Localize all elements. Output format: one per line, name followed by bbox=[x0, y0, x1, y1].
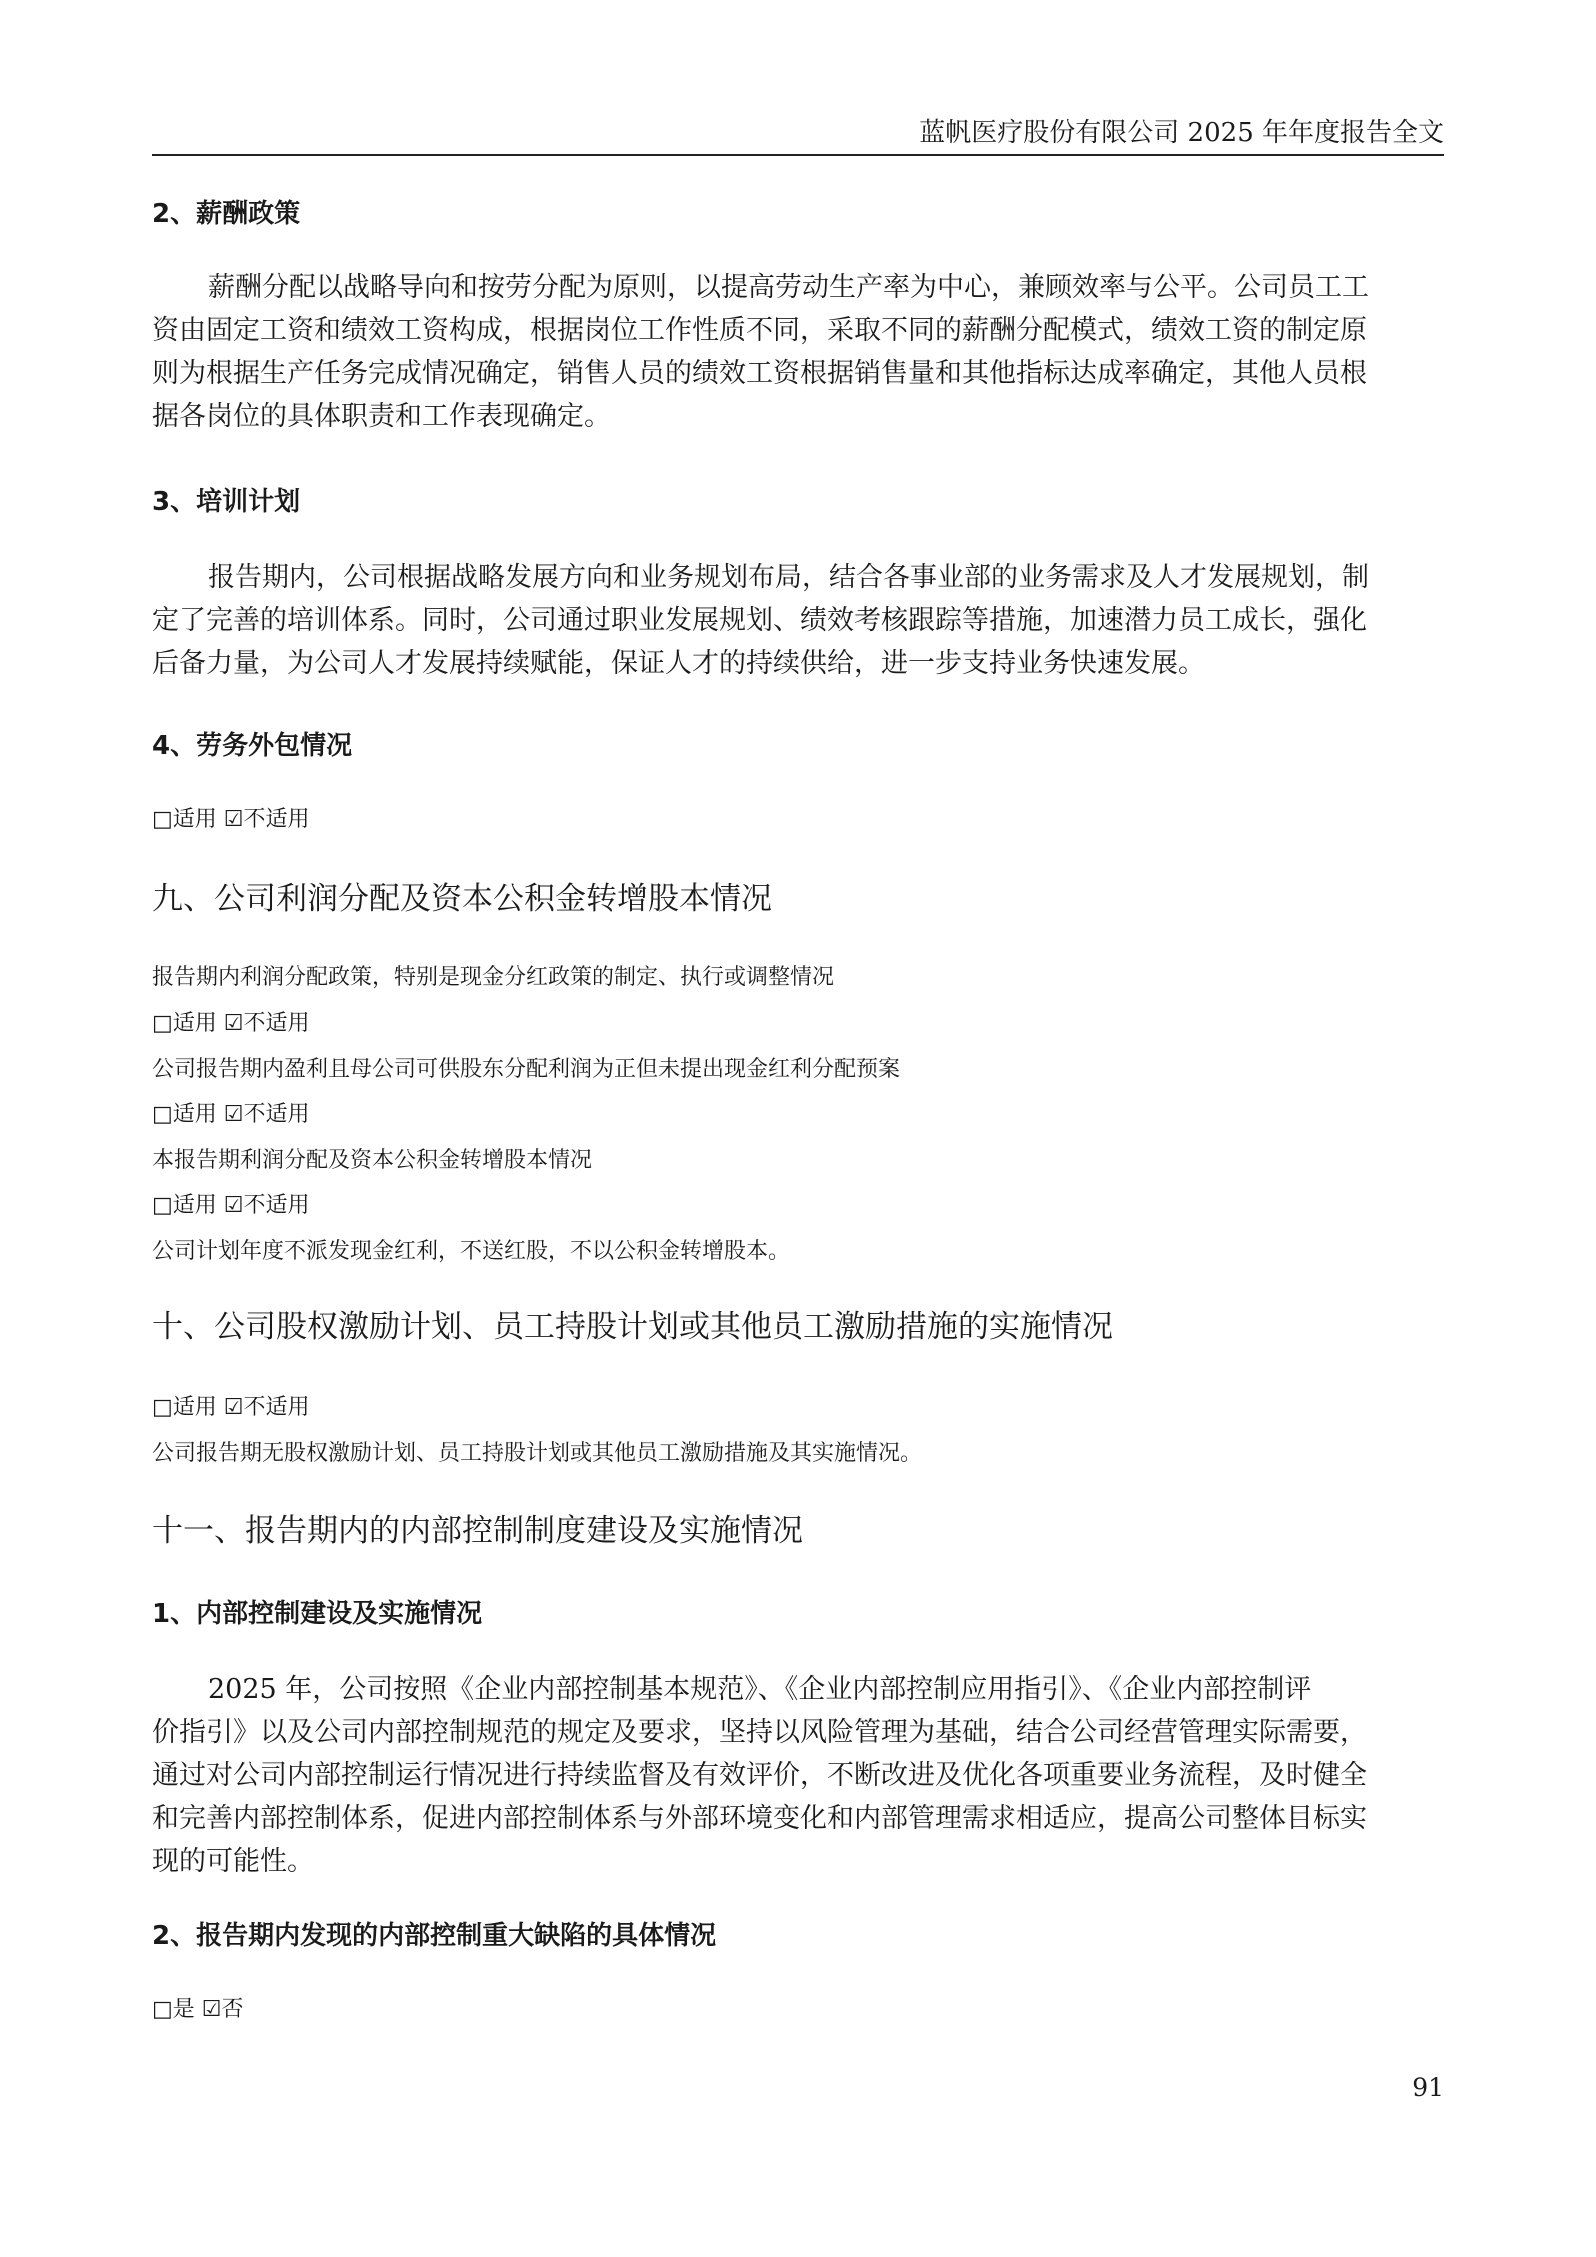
section-nine-q1: 报告期内利润分配政策，特别是现金分红政策的制定、执行或调整情况 bbox=[152, 965, 835, 990]
section-nine-note: 公司计划年度不派发现金红利，不送红股，不以公积金转增股本。 bbox=[152, 1239, 791, 1264]
internal-control-heading: 1、内部控制建设及实施情况 bbox=[152, 1599, 483, 1629]
training-heading: 3、培训计划 bbox=[152, 487, 301, 517]
internal-control-paragraph bbox=[152, 1668, 1444, 1883]
page-header bbox=[152, 108, 1444, 156]
training-line: 后备力量，为公司人才发展持续赋能，保证人才的持续供给，进一步支持业务快速发展。 bbox=[152, 648, 1205, 679]
section-eleven-heading: 十一、报告期内的内部控制制度建设及实施情况 bbox=[152, 1513, 803, 1549]
internal-control-line: 现的可能性。 bbox=[152, 1846, 314, 1877]
section-ten-a1: □适用 ☑不适用 bbox=[152, 1395, 310, 1420]
training-paragraph bbox=[152, 556, 1444, 685]
section-nine-a2: □适用 ☑不适用 bbox=[152, 1102, 310, 1127]
section-ten-note: 公司报告期无股权激励计划、员工持股计划或其他员工激励措施及其实施情况。 bbox=[152, 1441, 923, 1466]
page-number: 91 bbox=[1412, 2073, 1444, 2102]
section-nine-q2: 公司报告期内盈利且母公司可供股东分配利润为正但未提出现金红利分配预案 bbox=[152, 1057, 901, 1082]
salary-line: 则为根据生产任务完成情况确定，销售人员的绩效工资根据销售量和其他指标达成率确定，其他人员根 bbox=[152, 358, 1367, 389]
training-line: 定了完善的培训体系。同时，公司通过职业发展规划、绩效考核跟踪等措施，加速潜力员工成长，强化 bbox=[152, 605, 1367, 636]
salary-line: 薪酬分配以战略导向和按劳分配为原则，以提高劳动生产率为中心，兼顾效率与公平。公司员工工 bbox=[208, 272, 1369, 303]
salary-heading: 2、薪酬政策 bbox=[152, 199, 301, 229]
outsourcing-applicable: □适用 ☑不适用 bbox=[152, 807, 310, 832]
section-ten-heading: 十、公司股权激励计划、员工持股计划或其他员工激励措施的实施情况 bbox=[152, 1309, 1113, 1345]
training-line: 报告期内，公司根据战略发展方向和业务规划布局，结合各事业部的业务需求及人才发展规划，制 bbox=[208, 562, 1369, 593]
salary-line: 资由固定工资和绩效工资构成，根据岗位工作性质不同，采取不同的薪酬分配模式，绩效工资的制定原 bbox=[152, 315, 1367, 346]
header-title: 蓝帆医疗股份有限公司 2025 年年度报告全文 bbox=[919, 118, 1444, 148]
section-nine-q3: 本报告期利润分配及资本公积金转增股本情况 bbox=[152, 1148, 593, 1173]
section-nine-heading: 九、公司利润分配及资本公积金转增股本情况 bbox=[152, 881, 772, 917]
major-defect-yesno: □是 ☑否 bbox=[152, 1997, 244, 2022]
section-nine-a1: □适用 ☑不适用 bbox=[152, 1011, 310, 1036]
salary-paragraph bbox=[152, 266, 1444, 438]
section-nine-a3: □适用 ☑不适用 bbox=[152, 1193, 310, 1218]
internal-control-line: 价指引》以及公司内部控制规范的规定及要求，坚持以风险管理为基础，结合公司经营管理实际需要， bbox=[152, 1717, 1367, 1748]
internal-control-line: 通过对公司内部控制运行情况进行持续监督及有效评价，不断改进及优化各项重要业务流程，及时健全 bbox=[152, 1760, 1367, 1791]
internal-control-line: 2025 年，公司按照《企业内部控制基本规范》、《企业内部控制应用指引》、《企业内部控制评 bbox=[208, 1674, 1312, 1705]
major-defect-heading: 2、报告期内发现的内部控制重大缺陷的具体情况 bbox=[152, 1921, 717, 1951]
internal-control-line: 和完善内部控制体系，促进内部控制体系与外部环境变化和内部管理需求相适应，提高公司整体目标实 bbox=[152, 1803, 1367, 1834]
outsourcing-heading: 4、劳务外包情况 bbox=[152, 731, 353, 761]
salary-line: 据各岗位的具体职责和工作表现确定。 bbox=[152, 401, 611, 432]
